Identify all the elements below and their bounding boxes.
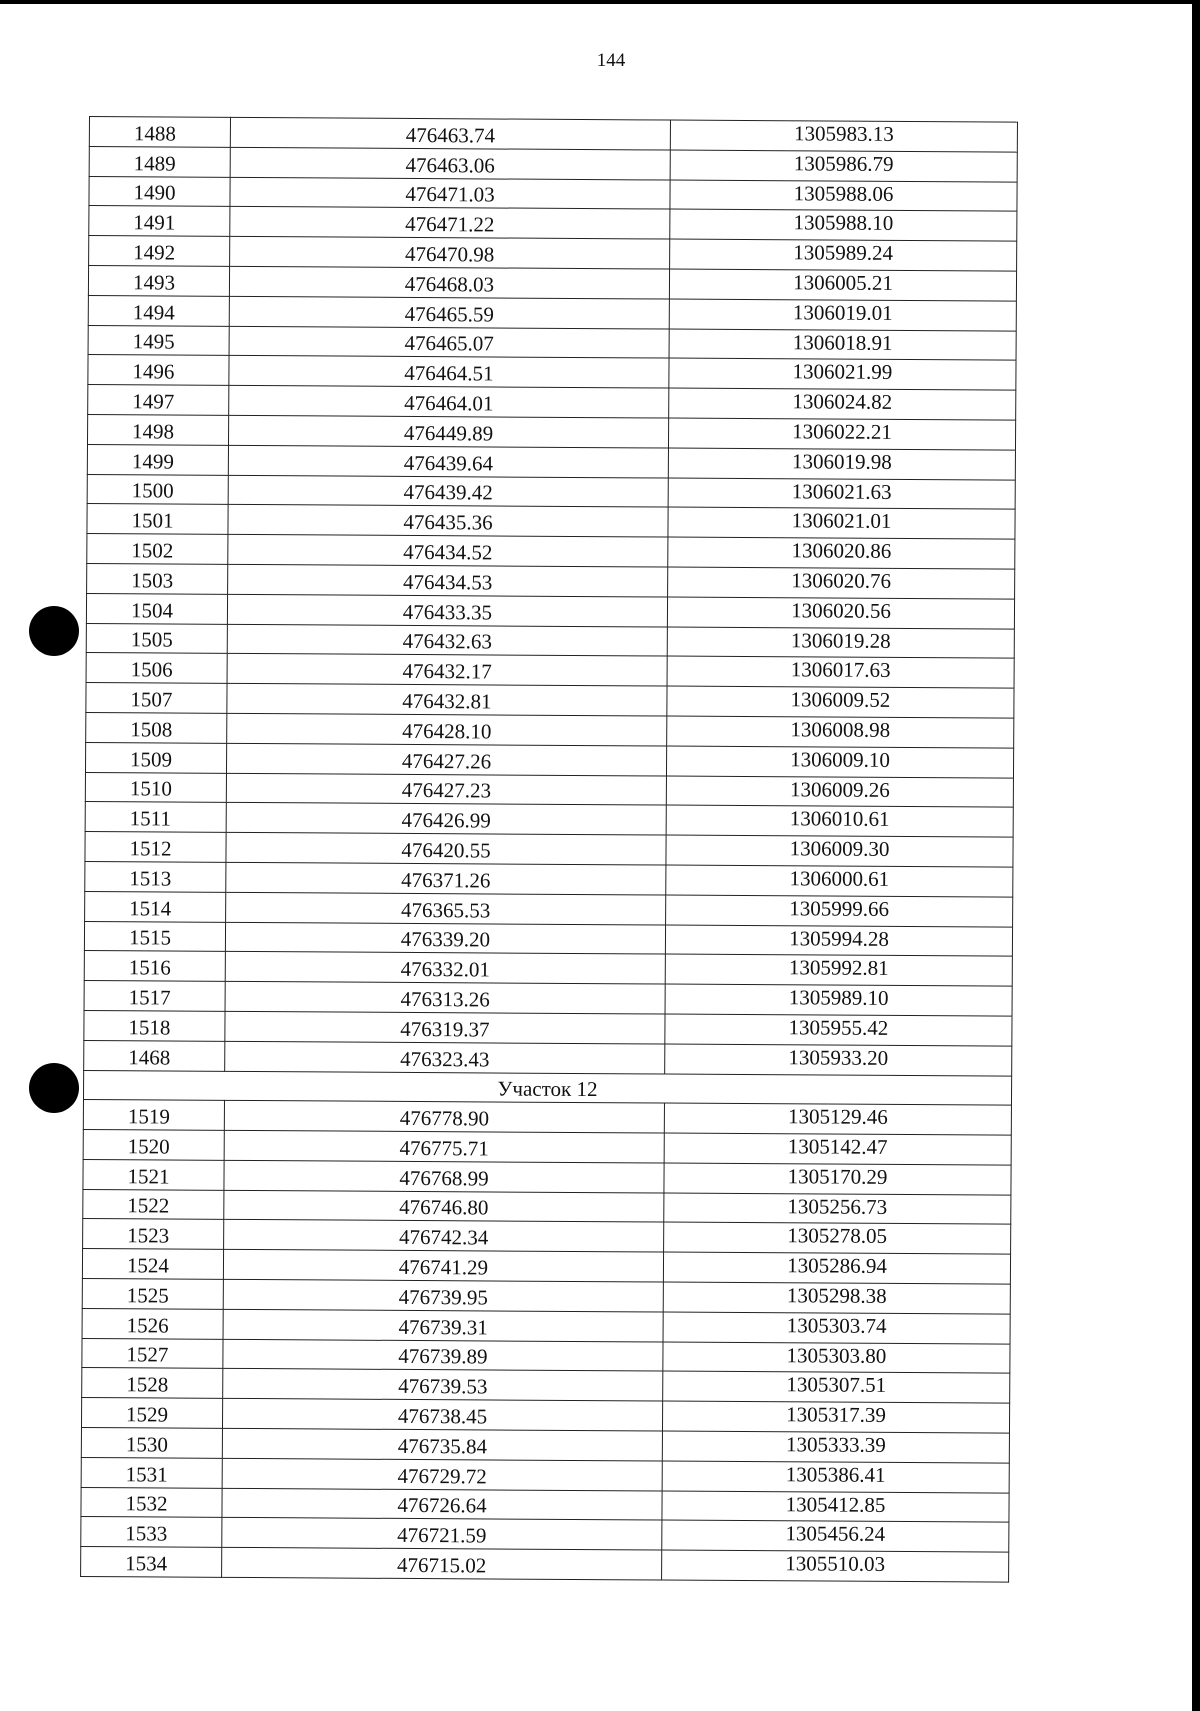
coord-y-cell: 1305989.10	[665, 984, 1012, 1016]
point-number-cell: 1502	[87, 534, 228, 565]
coord-y-cell: 1305286.94	[663, 1252, 1010, 1284]
coord-y-cell: 1305333.39	[662, 1431, 1009, 1463]
coord-x-cell: 476420.55	[226, 832, 666, 864]
coord-x-cell: 476435.36	[228, 505, 668, 537]
coord-x-cell: 476365.53	[226, 892, 666, 924]
coord-x-cell: 476463.74	[230, 117, 670, 149]
point-number-cell: 1518	[84, 1010, 225, 1041]
coord-y-cell: 1305170.29	[664, 1163, 1011, 1195]
coord-x-cell: 476432.81	[227, 683, 667, 715]
point-number-cell: 1497	[88, 385, 229, 416]
point-number-cell: 1499	[87, 444, 228, 475]
coord-x-cell: 476319.37	[225, 1011, 665, 1043]
coord-x-cell: 476741.29	[223, 1250, 663, 1282]
table-row	[81, 1547, 1009, 1582]
point-number-cell: 1493	[88, 265, 229, 296]
coord-x-cell: 476428.10	[227, 713, 667, 745]
point-number-cell: 1505	[86, 623, 227, 654]
coord-x-cell: 476464.01	[229, 386, 669, 418]
point-number-cell: 1488	[89, 117, 230, 148]
coord-y-cell: 1305989.24	[670, 239, 1017, 271]
coord-x-cell: 476433.35	[227, 594, 667, 626]
coord-y-cell: 1305307.51	[663, 1371, 1010, 1403]
coord-x-cell: 476768.99	[224, 1160, 664, 1192]
point-number-cell: 1494	[88, 295, 229, 326]
point-number-cell: 1519	[83, 1100, 224, 1131]
coord-x-cell: 476332.01	[225, 952, 665, 984]
coord-y-cell: 1305303.74	[663, 1312, 1010, 1344]
point-number-cell: 1514	[85, 891, 226, 922]
point-number-cell: 1529	[81, 1398, 222, 1429]
point-number-cell: 1526	[82, 1308, 223, 1339]
coord-y-cell: 1305303.80	[663, 1342, 1010, 1374]
coord-x-cell: 476721.59	[222, 1518, 662, 1550]
point-number-cell: 1495	[88, 325, 229, 356]
point-number-cell: 1534	[81, 1547, 222, 1578]
coord-x-cell: 476468.03	[229, 266, 669, 298]
point-number-cell: 1512	[85, 832, 226, 863]
point-number-cell: 1503	[87, 563, 228, 594]
coord-y-cell: 1305412.85	[662, 1491, 1009, 1523]
coord-x-cell: 476464.51	[229, 356, 669, 388]
coord-x-cell: 476470.98	[230, 237, 670, 269]
coord-y-cell: 1306021.01	[668, 507, 1015, 539]
coord-y-cell: 1306009.10	[666, 746, 1013, 778]
coord-y-cell: 1305129.46	[664, 1103, 1011, 1135]
point-number-cell: 1531	[81, 1457, 222, 1488]
coord-x-cell: 476434.53	[228, 564, 668, 596]
coord-y-cell: 1305992.81	[665, 954, 1012, 986]
point-number-cell: 1496	[88, 355, 229, 386]
coord-y-cell: 1305983.13	[670, 120, 1017, 152]
coord-x-cell: 476449.89	[228, 415, 668, 447]
punch-hole-bottom	[29, 1063, 79, 1113]
point-number-cell: 1515	[84, 921, 225, 952]
coord-y-cell: 1305986.79	[670, 150, 1017, 182]
coord-y-cell: 1306017.63	[667, 656, 1014, 688]
coord-y-cell: 1305510.03	[662, 1550, 1009, 1582]
coord-x-cell: 476775.71	[224, 1130, 664, 1162]
coord-x-cell: 476439.64	[228, 445, 668, 477]
coord-y-cell: 1305278.05	[664, 1223, 1011, 1255]
coord-y-cell: 1306020.76	[668, 567, 1015, 599]
coord-y-cell: 1306019.01	[669, 299, 1016, 331]
coord-x-cell: 476339.20	[225, 922, 665, 954]
point-number-cell: 1525	[82, 1279, 223, 1310]
coord-y-cell: 1306008.98	[667, 716, 1014, 748]
coord-x-cell: 476323.43	[225, 1041, 665, 1073]
coord-x-cell: 476739.53	[223, 1369, 663, 1401]
coord-y-cell: 1305386.41	[662, 1461, 1009, 1493]
scan-border-top	[0, 0, 1200, 4]
point-number-cell: 1527	[82, 1338, 223, 1369]
coord-x-cell: 476738.45	[222, 1399, 662, 1431]
point-number-cell: 1508	[86, 712, 227, 743]
coord-y-cell: 1306009.30	[666, 835, 1013, 867]
coord-y-cell: 1306009.52	[667, 686, 1014, 718]
coord-x-cell: 476739.31	[223, 1309, 663, 1341]
table-body-part-a	[84, 117, 1018, 1076]
point-number-cell: 1520	[83, 1130, 224, 1161]
point-number-cell: 1528	[82, 1368, 223, 1399]
coord-y-cell: 1305955.42	[665, 1014, 1012, 1046]
coord-y-cell: 1305994.28	[665, 925, 1012, 957]
coord-y-cell: 1306000.61	[666, 865, 1013, 897]
coord-y-cell: 1306005.21	[669, 269, 1016, 301]
point-number-cell: 1533	[81, 1517, 222, 1548]
coord-x-cell: 476427.26	[226, 743, 666, 775]
coord-y-cell: 1306019.28	[667, 627, 1014, 659]
coord-y-cell: 1305933.20	[665, 1044, 1012, 1076]
point-number-cell: 1522	[83, 1189, 224, 1220]
coord-x-cell: 476432.17	[227, 654, 667, 686]
point-number-cell: 1524	[82, 1249, 223, 1280]
coord-x-cell: 476426.99	[226, 803, 666, 835]
coord-y-cell: 1305142.47	[664, 1133, 1011, 1165]
coord-x-cell: 476371.26	[226, 862, 666, 894]
page-number: 144	[596, 50, 626, 71]
coordinates-table	[80, 116, 1018, 1583]
point-number-cell: 1516	[84, 951, 225, 982]
coord-x-cell: 476471.22	[230, 207, 670, 239]
point-number-cell: 1501	[87, 504, 228, 535]
coord-x-cell: 476439.42	[228, 475, 668, 507]
coord-x-cell: 476735.84	[222, 1428, 662, 1460]
coord-x-cell: 476729.72	[222, 1458, 662, 1490]
punch-hole-top	[29, 606, 79, 656]
point-number-cell: 1513	[85, 861, 226, 892]
point-number-cell: 1504	[86, 593, 227, 624]
coord-x-cell: 476313.26	[225, 981, 665, 1013]
coord-y-cell: 1306010.61	[666, 805, 1013, 837]
coord-y-cell: 1306020.56	[667, 597, 1014, 629]
coord-y-cell: 1306009.26	[666, 776, 1013, 808]
coord-x-cell: 476434.52	[228, 535, 668, 567]
point-number-cell: 1507	[86, 683, 227, 714]
point-number-cell: 1468	[84, 1040, 225, 1071]
coord-y-cell: 1305298.38	[663, 1282, 1010, 1314]
section-label: Участок 12	[83, 1070, 1011, 1105]
table-body-part-b	[81, 1100, 1012, 1582]
point-number-cell: 1511	[85, 802, 226, 833]
coord-y-cell: 1306019.98	[668, 448, 1015, 480]
coord-y-cell: 1306021.99	[669, 358, 1016, 390]
point-number-cell: 1500	[87, 474, 228, 505]
coord-y-cell: 1305999.66	[666, 895, 1013, 927]
coord-x-cell: 476432.63	[227, 624, 667, 656]
coord-y-cell: 1306024.82	[669, 388, 1016, 420]
coord-x-cell: 476427.23	[226, 773, 666, 805]
coord-y-cell: 1305456.24	[662, 1520, 1009, 1552]
coord-y-cell: 1305317.39	[662, 1401, 1009, 1433]
scan-border-right	[1192, 0, 1200, 1711]
point-number-cell: 1509	[85, 742, 226, 773]
coord-x-cell: 476778.90	[224, 1101, 664, 1133]
point-number-cell: 1490	[89, 176, 230, 207]
coord-x-cell: 476746.80	[224, 1190, 664, 1222]
coord-y-cell: 1306021.63	[668, 478, 1015, 510]
point-number-cell: 1491	[89, 206, 230, 237]
coord-y-cell: 1306022.21	[668, 418, 1015, 450]
point-number-cell: 1521	[83, 1159, 224, 1190]
coord-y-cell: 1306020.86	[668, 537, 1015, 569]
coord-x-cell: 476742.34	[224, 1220, 664, 1252]
point-number-cell: 1492	[89, 236, 230, 267]
coord-y-cell: 1305988.06	[670, 180, 1017, 212]
coord-x-cell: 476715.02	[222, 1548, 662, 1580]
point-number-cell: 1510	[85, 772, 226, 803]
coord-x-cell: 476465.59	[229, 296, 669, 328]
point-number-cell: 1498	[87, 414, 228, 445]
point-number-cell: 1489	[89, 146, 230, 177]
point-number-cell: 1532	[81, 1487, 222, 1518]
coordinates-sheet	[80, 116, 1017, 1583]
point-number-cell: 1517	[84, 981, 225, 1012]
coord-x-cell: 476463.06	[230, 147, 670, 179]
coord-x-cell: 476739.95	[223, 1279, 663, 1311]
point-number-cell: 1506	[86, 653, 227, 684]
coord-x-cell: 476739.89	[223, 1339, 663, 1371]
coord-x-cell: 476465.07	[229, 326, 669, 358]
point-number-cell: 1530	[81, 1428, 222, 1459]
coord-y-cell: 1305988.10	[670, 209, 1017, 241]
coord-x-cell: 476471.03	[230, 177, 670, 209]
coord-y-cell: 1306018.91	[669, 329, 1016, 361]
coord-y-cell: 1305256.73	[664, 1193, 1011, 1225]
coord-x-cell: 476726.64	[222, 1488, 662, 1520]
point-number-cell: 1523	[83, 1219, 224, 1250]
